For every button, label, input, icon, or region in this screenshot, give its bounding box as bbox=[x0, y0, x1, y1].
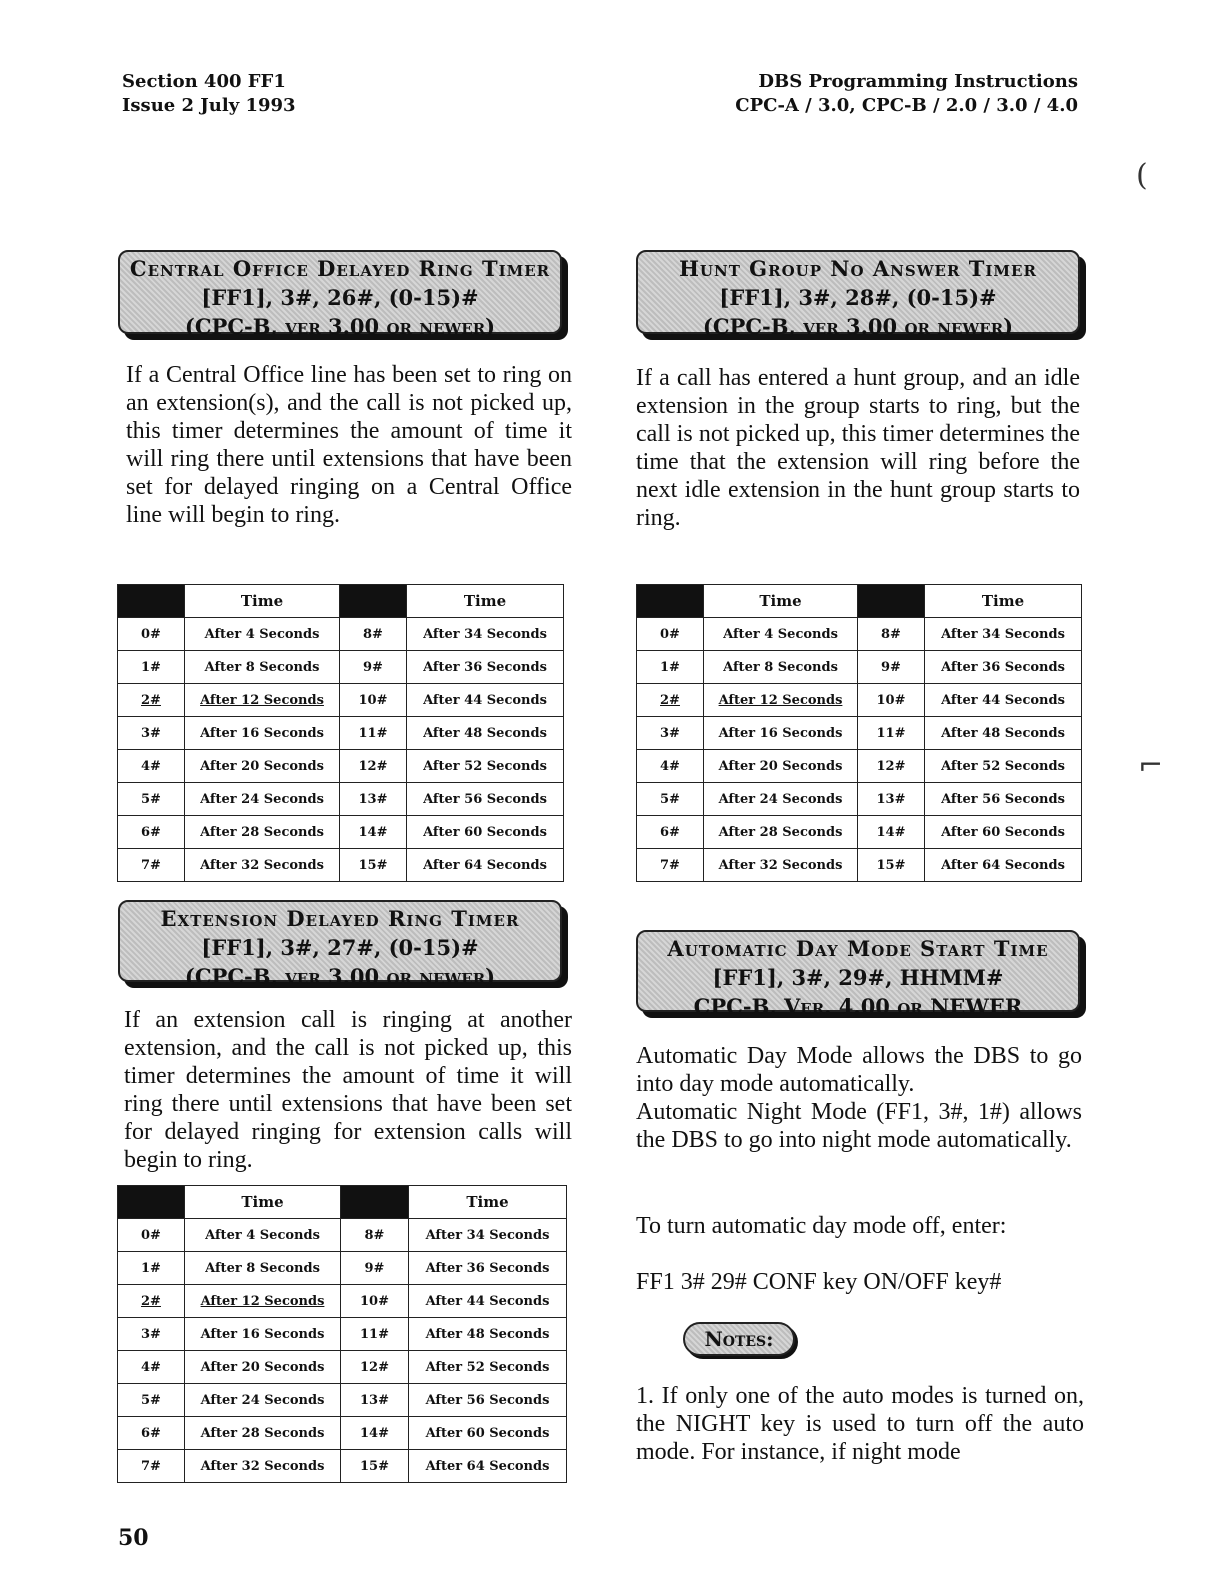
code-cell: 3# bbox=[637, 717, 704, 750]
time-cell: After 12 Seconds bbox=[185, 1285, 341, 1318]
table-header-row bbox=[118, 585, 564, 618]
table-row bbox=[637, 849, 1082, 882]
code-cell: 2# bbox=[118, 1285, 185, 1318]
table-row bbox=[118, 816, 564, 849]
header-code-cell bbox=[858, 585, 925, 618]
code-cell: 15# bbox=[340, 849, 407, 882]
code-cell: 1# bbox=[118, 1252, 185, 1285]
header-right bbox=[735, 70, 1078, 118]
code-cell: 1# bbox=[118, 651, 185, 684]
co-delayed-version: (CPC-B, ver 3.00 or newer) bbox=[184, 314, 496, 339]
header-time-label: Time bbox=[407, 585, 564, 618]
auto-day-title: Automatic Day Mode Start Time bbox=[667, 936, 1049, 961]
table-row bbox=[118, 750, 564, 783]
table-row bbox=[637, 717, 1082, 750]
code-cell: 3# bbox=[118, 1318, 185, 1351]
header-code-cell bbox=[340, 585, 407, 618]
code-cell: 10# bbox=[340, 684, 407, 717]
code-cell: 13# bbox=[340, 783, 407, 816]
time-cell: After 28 Seconds bbox=[185, 1417, 341, 1450]
time-cell: After 24 Seconds bbox=[185, 1384, 341, 1417]
co-delayed-description: If a Central Office line has been set to ring on an extension(s), and the call is not picked up, this timer determines the amount of time it will ring there until extensions that have been set for delayed ringing on a Central Office line will begin to ring. bbox=[126, 362, 572, 528]
ext-delayed-timer-table bbox=[117, 1185, 567, 1483]
code-cell: 2# bbox=[637, 684, 704, 717]
time-cell: After 8 Seconds bbox=[185, 651, 340, 684]
time-cell: After 44 Seconds bbox=[409, 1285, 567, 1318]
table-row bbox=[118, 783, 564, 816]
code-cell: 9# bbox=[341, 1252, 409, 1285]
time-cell: After 16 Seconds bbox=[185, 1318, 341, 1351]
header-code-cell bbox=[118, 585, 185, 618]
hunt-group-code: [FF1], 3#, 28#, (0-15)# bbox=[719, 285, 997, 310]
time-cell: After 48 Seconds bbox=[409, 1318, 567, 1351]
code-cell: 6# bbox=[637, 816, 704, 849]
time-cell: After 64 Seconds bbox=[925, 849, 1082, 882]
code-cell: 10# bbox=[341, 1285, 409, 1318]
time-cell: After 60 Seconds bbox=[407, 816, 564, 849]
section-label: Section 400 FF1 bbox=[122, 71, 286, 92]
time-cell: After 32 Seconds bbox=[185, 1450, 341, 1483]
table-row bbox=[118, 717, 564, 750]
time-cell: After 60 Seconds bbox=[409, 1417, 567, 1450]
code-cell: 1# bbox=[637, 651, 704, 684]
issue-label: Issue 2 July 1993 bbox=[122, 95, 296, 116]
auto-day-code: [FF1], 3#, 29#, HHMM# bbox=[712, 965, 1004, 990]
co-delayed-code: [FF1], 3#, 26#, (0-15)# bbox=[201, 285, 479, 310]
time-cell: After 12 Seconds bbox=[185, 684, 340, 717]
header-time-label: Time bbox=[409, 1186, 567, 1219]
code-cell: 14# bbox=[340, 816, 407, 849]
table-header-row bbox=[118, 1186, 567, 1219]
table-row bbox=[637, 750, 1082, 783]
auto-night-description: Automatic Night Mode (FF1, 3#, 1#) allows the DBS to go into night mode automatically. bbox=[636, 1099, 1082, 1153]
code-cell: 6# bbox=[118, 1417, 185, 1450]
header-left bbox=[122, 70, 296, 118]
code-cell: 7# bbox=[118, 849, 185, 882]
code-cell: 6# bbox=[118, 816, 185, 849]
time-cell: After 56 Seconds bbox=[925, 783, 1082, 816]
code-cell: 11# bbox=[858, 717, 925, 750]
table-row bbox=[637, 816, 1082, 849]
time-cell: After 20 Seconds bbox=[185, 1351, 341, 1384]
code-cell: 9# bbox=[340, 651, 407, 684]
time-cell: After 36 Seconds bbox=[409, 1252, 567, 1285]
time-cell: After 34 Seconds bbox=[925, 618, 1082, 651]
margin-mark: ( bbox=[1136, 158, 1148, 193]
table-row bbox=[637, 684, 1082, 717]
time-cell: After 28 Seconds bbox=[704, 816, 858, 849]
time-cell: After 44 Seconds bbox=[925, 684, 1082, 717]
time-cell: After 64 Seconds bbox=[409, 1450, 567, 1483]
hunt-group-title: Hunt Group No Answer Timer bbox=[679, 256, 1037, 281]
time-cell: After 4 Seconds bbox=[185, 618, 340, 651]
time-cell: After 28 Seconds bbox=[185, 816, 340, 849]
table-row bbox=[118, 1450, 567, 1483]
header-time-label: Time bbox=[704, 585, 858, 618]
table-header-row bbox=[637, 585, 1082, 618]
turn-off-instruction: To turn automatic day mode off, enter: bbox=[636, 1213, 1007, 1239]
co-delayed-title: Central Office Delayed Ring Timer bbox=[129, 256, 551, 281]
time-cell: After 4 Seconds bbox=[185, 1219, 341, 1252]
code-cell: 15# bbox=[341, 1450, 409, 1483]
hunt-group-timer-table bbox=[636, 584, 1082, 882]
time-cell: After 32 Seconds bbox=[704, 849, 858, 882]
code-cell: 12# bbox=[340, 750, 407, 783]
code-cell: 8# bbox=[341, 1219, 409, 1252]
auto-day-description: Automatic Day Mode allows the DBS to go into day mode automatically. bbox=[636, 1043, 1082, 1097]
auto-day-version: CPC-B, Ver. 4.00 or NEWER bbox=[693, 994, 1023, 1019]
co-delayed-timer-table bbox=[117, 584, 564, 882]
time-cell: After 8 Seconds bbox=[185, 1252, 341, 1285]
table-row bbox=[637, 783, 1082, 816]
code-cell: 4# bbox=[637, 750, 704, 783]
header-code-cell bbox=[637, 585, 704, 618]
table-row bbox=[118, 1252, 567, 1285]
code-cell: 5# bbox=[118, 1384, 185, 1417]
code-cell: 2# bbox=[118, 684, 185, 717]
code-cell: 0# bbox=[637, 618, 704, 651]
code-cell: 7# bbox=[637, 849, 704, 882]
hunt-group-banner bbox=[636, 250, 1080, 339]
header-time-label: Time bbox=[185, 1186, 341, 1219]
ext-delayed-code: [FF1], 3#, 27#, (0-15)# bbox=[201, 935, 479, 960]
code-cell: 5# bbox=[637, 783, 704, 816]
time-cell: After 32 Seconds bbox=[185, 849, 340, 882]
code-cell: 4# bbox=[118, 1351, 185, 1384]
header-time-label: Time bbox=[925, 585, 1082, 618]
code-cell: 4# bbox=[118, 750, 185, 783]
code-cell: 13# bbox=[341, 1384, 409, 1417]
code-cell: 0# bbox=[118, 1219, 185, 1252]
turn-off-key-sequence: FF1 3# 29# CONF key ON/OFF key# bbox=[636, 1269, 1002, 1295]
table-row bbox=[118, 1384, 567, 1417]
doc-versions: CPC-A / 3.0, CPC-B / 2.0 / 3.0 / 4.0 bbox=[735, 95, 1078, 116]
time-cell: After 24 Seconds bbox=[704, 783, 858, 816]
time-cell: After 34 Seconds bbox=[407, 618, 564, 651]
table-row bbox=[118, 1285, 567, 1318]
code-cell: 7# bbox=[118, 1450, 185, 1483]
time-cell: After 52 Seconds bbox=[925, 750, 1082, 783]
header-code-cell bbox=[341, 1186, 409, 1219]
table-row bbox=[637, 618, 1082, 651]
table-row bbox=[118, 1417, 567, 1450]
code-cell: 0# bbox=[118, 618, 185, 651]
time-cell: After 60 Seconds bbox=[925, 816, 1082, 849]
time-cell: After 56 Seconds bbox=[409, 1384, 567, 1417]
table-row bbox=[118, 651, 564, 684]
code-cell: 11# bbox=[340, 717, 407, 750]
table-row bbox=[118, 849, 564, 882]
code-cell: 10# bbox=[858, 684, 925, 717]
margin-mark: ⌐ bbox=[1138, 748, 1164, 783]
time-cell: After 34 Seconds bbox=[409, 1219, 567, 1252]
header-time-label: Time bbox=[185, 585, 340, 618]
code-cell: 14# bbox=[858, 816, 925, 849]
time-cell: After 36 Seconds bbox=[407, 651, 564, 684]
code-cell: 15# bbox=[858, 849, 925, 882]
time-cell: After 48 Seconds bbox=[925, 717, 1082, 750]
page-number: 50 bbox=[118, 1525, 149, 1551]
time-cell: After 20 Seconds bbox=[704, 750, 858, 783]
ext-delayed-title: Extension Delayed Ring Timer bbox=[160, 906, 520, 931]
code-cell: 12# bbox=[858, 750, 925, 783]
time-cell: After 8 Seconds bbox=[704, 651, 858, 684]
table-row bbox=[118, 618, 564, 651]
ext-delayed-description: If an extension call is ringing at another extension, and the call is not picked up, this timer determines the amount of time it will ring there until extensions that have been set for delayed ringing for extension calls will begin to ring. bbox=[124, 1007, 572, 1173]
time-cell: After 12 Seconds bbox=[704, 684, 858, 717]
code-cell: 11# bbox=[341, 1318, 409, 1351]
ext-delayed-version: (CPC-B, ver 3.00 or newer) bbox=[184, 964, 496, 989]
hunt-group-version: (CPC-B, ver 3.00 or newer) bbox=[702, 314, 1014, 339]
time-cell: After 64 Seconds bbox=[407, 849, 564, 882]
table-row bbox=[637, 651, 1082, 684]
time-cell: After 44 Seconds bbox=[407, 684, 564, 717]
time-cell: After 16 Seconds bbox=[704, 717, 858, 750]
code-cell: 12# bbox=[341, 1351, 409, 1384]
time-cell: After 52 Seconds bbox=[409, 1351, 567, 1384]
table-row bbox=[118, 1318, 567, 1351]
code-cell: 8# bbox=[858, 618, 925, 651]
time-cell: After 36 Seconds bbox=[925, 651, 1082, 684]
time-cell: After 4 Seconds bbox=[704, 618, 858, 651]
time-cell: After 56 Seconds bbox=[407, 783, 564, 816]
doc-title: DBS Programming Instructions bbox=[758, 71, 1078, 92]
table-row bbox=[118, 684, 564, 717]
code-cell: 13# bbox=[858, 783, 925, 816]
header-code-cell bbox=[118, 1186, 185, 1219]
auto-day-banner bbox=[636, 930, 1080, 1019]
code-cell: 5# bbox=[118, 783, 185, 816]
code-cell: 8# bbox=[340, 618, 407, 651]
time-cell: After 20 Seconds bbox=[185, 750, 340, 783]
hunt-group-description: If a call has entered a hunt group, and an idle extension in the group starts to ring, but the call is not picked up, this timer determines the time that the extension will ring before the next idle extension in the hunt group starts to ring. bbox=[636, 365, 1080, 531]
code-cell: 9# bbox=[858, 651, 925, 684]
ext-delayed-banner bbox=[118, 900, 562, 989]
time-cell: After 16 Seconds bbox=[185, 717, 340, 750]
time-cell: After 48 Seconds bbox=[407, 717, 564, 750]
notes-badge: Notes: bbox=[683, 1322, 795, 1356]
code-cell: 14# bbox=[341, 1417, 409, 1450]
note-1: 1. If only one of the auto modes is turned on, the NIGHT key is used to turn off the auto mode. For instance, if night mode bbox=[636, 1383, 1084, 1465]
time-cell: After 52 Seconds bbox=[407, 750, 564, 783]
table-row bbox=[118, 1351, 567, 1384]
time-cell: After 24 Seconds bbox=[185, 783, 340, 816]
co-delayed-banner bbox=[118, 250, 562, 339]
table-row bbox=[118, 1219, 567, 1252]
code-cell: 3# bbox=[118, 717, 185, 750]
